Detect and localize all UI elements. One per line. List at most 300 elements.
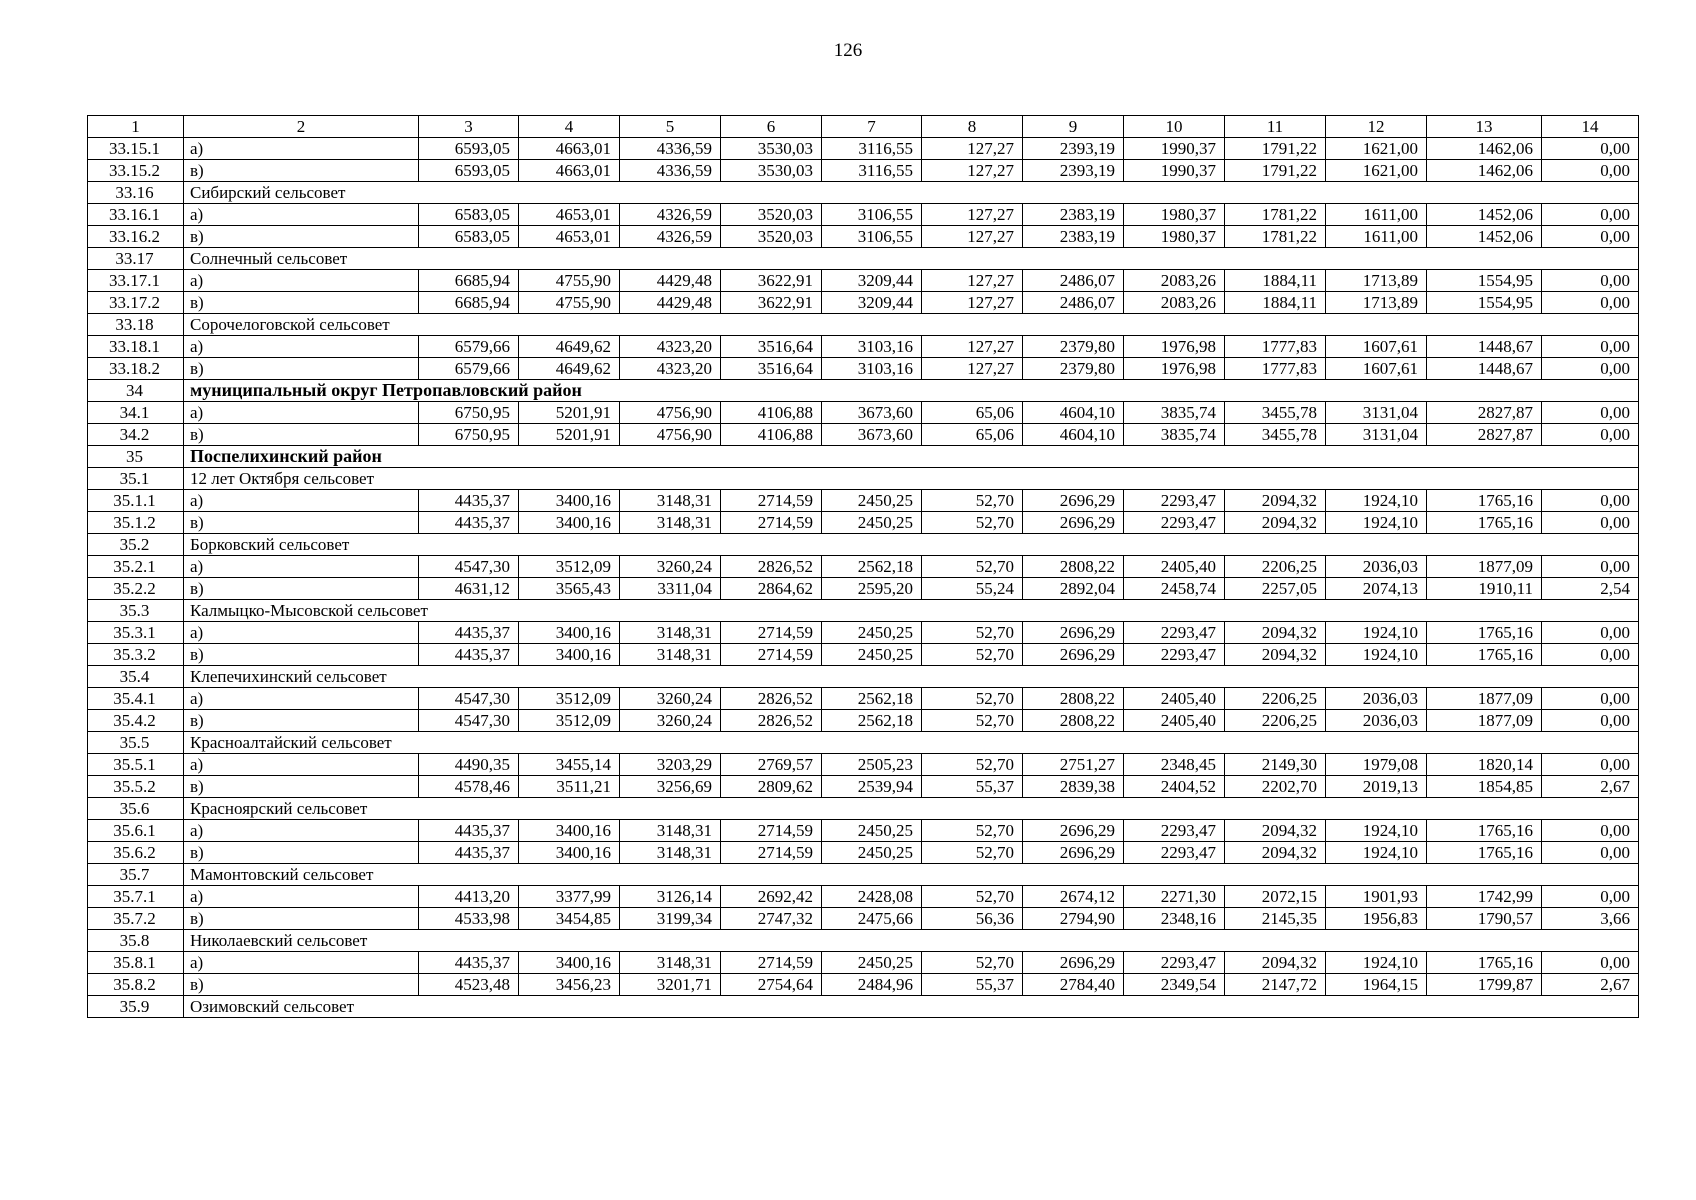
row-number: 35.8 bbox=[88, 930, 184, 952]
value-cell: 0,00 bbox=[1542, 710, 1639, 732]
territory-name: Мамонтовский сельсовет bbox=[184, 864, 1639, 886]
value-cell: 1611,00 bbox=[1326, 204, 1427, 226]
value-cell: 6579,66 bbox=[419, 358, 519, 380]
value-cell: 3148,31 bbox=[620, 644, 721, 666]
value-cell: 2826,52 bbox=[721, 556, 822, 578]
value-cell: 2714,59 bbox=[721, 490, 822, 512]
value-cell: 2271,30 bbox=[1124, 886, 1225, 908]
value-cell: 6579,66 bbox=[419, 336, 519, 358]
value-cell: 3835,74 bbox=[1124, 424, 1225, 446]
value-cell: 2036,03 bbox=[1326, 710, 1427, 732]
row-number: 33.15.1 bbox=[88, 138, 184, 160]
row-number: 34 bbox=[88, 380, 184, 402]
value-cell: 4429,48 bbox=[620, 292, 721, 314]
value-cell: 3209,44 bbox=[822, 270, 922, 292]
value-cell: 4435,37 bbox=[419, 644, 519, 666]
table-row bbox=[88, 820, 1639, 842]
value-cell: 4336,59 bbox=[620, 160, 721, 182]
value-cell: 2505,23 bbox=[822, 754, 922, 776]
row-number: 35.4.1 bbox=[88, 688, 184, 710]
value-cell: 2348,16 bbox=[1124, 908, 1225, 930]
row-label: в) bbox=[184, 424, 419, 446]
value-cell: 5201,91 bbox=[519, 402, 620, 424]
value-cell: 3103,16 bbox=[822, 358, 922, 380]
value-cell: 1990,37 bbox=[1124, 160, 1225, 182]
value-cell: 3516,64 bbox=[721, 336, 822, 358]
row-number: 33.18.2 bbox=[88, 358, 184, 380]
value-cell: 2072,15 bbox=[1225, 886, 1326, 908]
value-cell: 3131,04 bbox=[1326, 424, 1427, 446]
value-cell: 1765,16 bbox=[1427, 490, 1542, 512]
territory-name: 12 лет Октября сельсовет bbox=[184, 468, 1639, 490]
row-label: в) bbox=[184, 578, 419, 600]
column-header: 4 bbox=[519, 116, 620, 138]
row-label: в) bbox=[184, 710, 419, 732]
value-cell: 1924,10 bbox=[1326, 952, 1427, 974]
value-cell: 3260,24 bbox=[620, 710, 721, 732]
value-cell: 2349,54 bbox=[1124, 974, 1225, 996]
value-cell: 0,00 bbox=[1542, 952, 1639, 974]
value-cell: 1956,83 bbox=[1326, 908, 1427, 930]
row-label: а) bbox=[184, 556, 419, 578]
value-cell: 6593,05 bbox=[419, 160, 519, 182]
value-cell: 3455,14 bbox=[519, 754, 620, 776]
value-cell: 52,70 bbox=[922, 820, 1023, 842]
row-number: 35.5 bbox=[88, 732, 184, 754]
value-cell: 3400,16 bbox=[519, 842, 620, 864]
value-cell: 2809,62 bbox=[721, 776, 822, 798]
value-cell: 3201,71 bbox=[620, 974, 721, 996]
value-cell: 1554,95 bbox=[1427, 270, 1542, 292]
value-cell: 65,06 bbox=[922, 424, 1023, 446]
value-cell: 2149,30 bbox=[1225, 754, 1326, 776]
column-header: 3 bbox=[419, 116, 519, 138]
value-cell: 2595,20 bbox=[822, 578, 922, 600]
value-cell: 0,00 bbox=[1542, 556, 1639, 578]
value-cell: 55,37 bbox=[922, 776, 1023, 798]
value-cell: 2714,59 bbox=[721, 820, 822, 842]
value-cell: 3455,78 bbox=[1225, 424, 1326, 446]
section-row bbox=[88, 446, 1639, 468]
value-cell: 2458,74 bbox=[1124, 578, 1225, 600]
value-cell: 2,54 bbox=[1542, 578, 1639, 600]
value-cell: 3106,55 bbox=[822, 226, 922, 248]
value-cell: 6593,05 bbox=[419, 138, 519, 160]
value-cell: 127,27 bbox=[922, 226, 1023, 248]
territory-name: Клепечихинский сельсовет bbox=[184, 666, 1639, 688]
value-cell: 2379,80 bbox=[1023, 358, 1124, 380]
value-cell: 1979,08 bbox=[1326, 754, 1427, 776]
value-cell: 3148,31 bbox=[620, 512, 721, 534]
value-cell: 2094,32 bbox=[1225, 952, 1326, 974]
value-cell: 2450,25 bbox=[822, 842, 922, 864]
value-cell: 2206,25 bbox=[1225, 556, 1326, 578]
value-cell: 1854,85 bbox=[1427, 776, 1542, 798]
value-cell: 4756,90 bbox=[620, 424, 721, 446]
value-cell: 3622,91 bbox=[721, 292, 822, 314]
row-number: 35.7.2 bbox=[88, 908, 184, 930]
value-cell: 4435,37 bbox=[419, 952, 519, 974]
value-cell: 4336,59 bbox=[620, 138, 721, 160]
value-cell: 52,70 bbox=[922, 842, 1023, 864]
value-cell: 2539,94 bbox=[822, 776, 922, 798]
value-cell: 2484,96 bbox=[822, 974, 922, 996]
row-number: 35.4.2 bbox=[88, 710, 184, 732]
value-cell: 2094,32 bbox=[1225, 490, 1326, 512]
value-cell: 2714,59 bbox=[721, 842, 822, 864]
value-cell: 2826,52 bbox=[721, 688, 822, 710]
table-row bbox=[88, 578, 1639, 600]
value-cell: 3673,60 bbox=[822, 424, 922, 446]
value-cell: 52,70 bbox=[922, 644, 1023, 666]
value-cell: 1790,57 bbox=[1427, 908, 1542, 930]
value-cell: 4413,20 bbox=[419, 886, 519, 908]
value-cell: 2754,64 bbox=[721, 974, 822, 996]
table-row bbox=[88, 226, 1639, 248]
value-cell: 3622,91 bbox=[721, 270, 822, 292]
value-cell: 1777,83 bbox=[1225, 336, 1326, 358]
value-cell: 2036,03 bbox=[1326, 688, 1427, 710]
group-row bbox=[88, 600, 1639, 622]
value-cell: 2404,52 bbox=[1124, 776, 1225, 798]
row-number: 35 bbox=[88, 446, 184, 468]
value-cell: 2696,29 bbox=[1023, 820, 1124, 842]
row-label: а) bbox=[184, 336, 419, 358]
row-label: а) bbox=[184, 886, 419, 908]
value-cell: 4435,37 bbox=[419, 490, 519, 512]
value-cell: 1791,22 bbox=[1225, 138, 1326, 160]
value-cell: 3260,24 bbox=[620, 688, 721, 710]
value-cell: 0,00 bbox=[1542, 138, 1639, 160]
value-cell: 1765,16 bbox=[1427, 644, 1542, 666]
row-number: 35.8.1 bbox=[88, 952, 184, 974]
row-label: в) bbox=[184, 776, 419, 798]
value-cell: 4323,20 bbox=[620, 358, 721, 380]
value-cell: 1964,15 bbox=[1326, 974, 1427, 996]
value-cell: 55,24 bbox=[922, 578, 1023, 600]
value-cell: 52,70 bbox=[922, 688, 1023, 710]
value-cell: 3400,16 bbox=[519, 644, 620, 666]
row-number: 35.1.1 bbox=[88, 490, 184, 512]
row-number: 35.1.2 bbox=[88, 512, 184, 534]
value-cell: 6583,05 bbox=[419, 226, 519, 248]
value-cell: 3148,31 bbox=[620, 820, 721, 842]
value-cell: 2714,59 bbox=[721, 622, 822, 644]
value-cell: 2450,25 bbox=[822, 622, 922, 644]
territory-name: Солнечный сельсовет bbox=[184, 248, 1639, 270]
value-cell: 127,27 bbox=[922, 358, 1023, 380]
value-cell: 4653,01 bbox=[519, 226, 620, 248]
value-cell: 56,36 bbox=[922, 908, 1023, 930]
row-label: в) bbox=[184, 974, 419, 996]
value-cell: 4523,48 bbox=[419, 974, 519, 996]
value-cell: 4106,88 bbox=[721, 402, 822, 424]
value-cell: 1765,16 bbox=[1427, 952, 1542, 974]
value-cell: 1462,06 bbox=[1427, 138, 1542, 160]
value-cell: 2293,47 bbox=[1124, 842, 1225, 864]
value-cell: 2094,32 bbox=[1225, 512, 1326, 534]
row-label: в) bbox=[184, 226, 419, 248]
value-cell: 4435,37 bbox=[419, 820, 519, 842]
value-cell: 2562,18 bbox=[822, 556, 922, 578]
value-cell: 4326,59 bbox=[620, 226, 721, 248]
row-number: 35.7.1 bbox=[88, 886, 184, 908]
value-cell: 2827,87 bbox=[1427, 402, 1542, 424]
value-cell: 1462,06 bbox=[1427, 160, 1542, 182]
row-label: в) bbox=[184, 644, 419, 666]
value-cell: 4435,37 bbox=[419, 512, 519, 534]
value-cell: 2747,32 bbox=[721, 908, 822, 930]
value-cell: 4663,01 bbox=[519, 138, 620, 160]
value-cell: 1448,67 bbox=[1427, 336, 1542, 358]
table-row bbox=[88, 138, 1639, 160]
value-cell: 4533,98 bbox=[419, 908, 519, 930]
value-cell: 3148,31 bbox=[620, 842, 721, 864]
value-cell: 2145,35 bbox=[1225, 908, 1326, 930]
row-number: 35.3.1 bbox=[88, 622, 184, 644]
value-cell: 127,27 bbox=[922, 336, 1023, 358]
value-cell: 1781,22 bbox=[1225, 204, 1326, 226]
value-cell: 2562,18 bbox=[822, 688, 922, 710]
value-cell: 2,67 bbox=[1542, 974, 1639, 996]
value-cell: 2450,25 bbox=[822, 644, 922, 666]
value-cell: 2696,29 bbox=[1023, 622, 1124, 644]
value-cell: 1621,00 bbox=[1326, 138, 1427, 160]
value-cell: 2206,25 bbox=[1225, 710, 1326, 732]
value-cell: 127,27 bbox=[922, 138, 1023, 160]
value-cell: 4604,10 bbox=[1023, 402, 1124, 424]
table-row bbox=[88, 776, 1639, 798]
table-row bbox=[88, 490, 1639, 512]
value-cell: 4631,12 bbox=[419, 578, 519, 600]
value-cell: 2348,45 bbox=[1124, 754, 1225, 776]
value-cell: 3256,69 bbox=[620, 776, 721, 798]
value-cell: 127,27 bbox=[922, 292, 1023, 314]
value-cell: 1452,06 bbox=[1427, 204, 1542, 226]
value-cell: 1607,61 bbox=[1326, 358, 1427, 380]
group-row bbox=[88, 314, 1639, 336]
value-cell: 1884,11 bbox=[1225, 270, 1326, 292]
value-cell: 3106,55 bbox=[822, 204, 922, 226]
row-label: в) bbox=[184, 358, 419, 380]
group-row bbox=[88, 930, 1639, 952]
value-cell: 3116,55 bbox=[822, 138, 922, 160]
value-cell: 2293,47 bbox=[1124, 490, 1225, 512]
value-cell: 3103,16 bbox=[822, 336, 922, 358]
value-cell: 2293,47 bbox=[1124, 820, 1225, 842]
value-cell: 0,00 bbox=[1542, 754, 1639, 776]
value-cell: 3512,09 bbox=[519, 556, 620, 578]
value-cell: 52,70 bbox=[922, 754, 1023, 776]
row-label: в) bbox=[184, 512, 419, 534]
value-cell: 4604,10 bbox=[1023, 424, 1124, 446]
column-header: 12 bbox=[1326, 116, 1427, 138]
value-cell: 52,70 bbox=[922, 512, 1023, 534]
value-cell: 2094,32 bbox=[1225, 644, 1326, 666]
column-header: 8 bbox=[922, 116, 1023, 138]
table-header bbox=[88, 116, 1639, 138]
value-cell: 2094,32 bbox=[1225, 842, 1326, 864]
value-cell: 0,00 bbox=[1542, 622, 1639, 644]
value-cell: 3520,03 bbox=[721, 204, 822, 226]
column-header: 13 bbox=[1427, 116, 1542, 138]
value-cell: 3565,43 bbox=[519, 578, 620, 600]
value-cell: 2405,40 bbox=[1124, 710, 1225, 732]
row-label: а) bbox=[184, 490, 419, 512]
value-cell: 2696,29 bbox=[1023, 644, 1124, 666]
row-number: 35.2.1 bbox=[88, 556, 184, 578]
value-cell: 1742,99 bbox=[1427, 886, 1542, 908]
value-cell: 1980,37 bbox=[1124, 226, 1225, 248]
value-cell: 52,70 bbox=[922, 490, 1023, 512]
row-number: 33.16.2 bbox=[88, 226, 184, 248]
value-cell: 3835,74 bbox=[1124, 402, 1225, 424]
value-cell: 1777,83 bbox=[1225, 358, 1326, 380]
value-cell: 3199,34 bbox=[620, 908, 721, 930]
value-cell: 1976,98 bbox=[1124, 336, 1225, 358]
value-cell: 1448,67 bbox=[1427, 358, 1542, 380]
value-cell: 2475,66 bbox=[822, 908, 922, 930]
table-row bbox=[88, 358, 1639, 380]
value-cell: 3400,16 bbox=[519, 820, 620, 842]
value-cell: 2450,25 bbox=[822, 512, 922, 534]
value-cell: 3530,03 bbox=[721, 160, 822, 182]
table-row bbox=[88, 952, 1639, 974]
group-row bbox=[88, 182, 1639, 204]
row-number: 35.3.2 bbox=[88, 644, 184, 666]
value-cell: 2562,18 bbox=[822, 710, 922, 732]
value-cell: 1877,09 bbox=[1427, 688, 1542, 710]
group-row bbox=[88, 732, 1639, 754]
value-cell: 52,70 bbox=[922, 952, 1023, 974]
territory-name: Озимовский сельсовет bbox=[184, 996, 1639, 1018]
value-cell: 2393,19 bbox=[1023, 138, 1124, 160]
group-row bbox=[88, 248, 1639, 270]
value-cell: 2405,40 bbox=[1124, 688, 1225, 710]
value-cell: 1713,89 bbox=[1326, 292, 1427, 314]
value-cell: 2405,40 bbox=[1124, 556, 1225, 578]
value-cell: 3400,16 bbox=[519, 622, 620, 644]
value-cell: 3520,03 bbox=[721, 226, 822, 248]
value-cell: 1901,93 bbox=[1326, 886, 1427, 908]
value-cell: 3148,31 bbox=[620, 622, 721, 644]
value-cell: 3400,16 bbox=[519, 952, 620, 974]
value-cell: 1980,37 bbox=[1124, 204, 1225, 226]
territory-name: Калмыцко-Мысовской сельсовет bbox=[184, 600, 1639, 622]
value-cell: 52,70 bbox=[922, 886, 1023, 908]
row-number: 35.6 bbox=[88, 798, 184, 820]
group-row bbox=[88, 798, 1639, 820]
column-header: 9 bbox=[1023, 116, 1124, 138]
value-cell: 2674,12 bbox=[1023, 886, 1124, 908]
value-cell: 2083,26 bbox=[1124, 270, 1225, 292]
value-cell: 1877,09 bbox=[1427, 556, 1542, 578]
table-row bbox=[88, 622, 1639, 644]
territory-name: муниципальный округ Петропавловский район bbox=[184, 380, 1639, 402]
value-cell: 4756,90 bbox=[620, 402, 721, 424]
value-cell: 2206,25 bbox=[1225, 688, 1326, 710]
value-cell: 2450,25 bbox=[822, 490, 922, 512]
value-cell: 2714,59 bbox=[721, 644, 822, 666]
value-cell: 4326,59 bbox=[620, 204, 721, 226]
table-row bbox=[88, 512, 1639, 534]
value-cell: 127,27 bbox=[922, 270, 1023, 292]
value-cell: 2393,19 bbox=[1023, 160, 1124, 182]
value-cell: 2094,32 bbox=[1225, 820, 1326, 842]
value-cell: 2696,29 bbox=[1023, 842, 1124, 864]
row-number: 35.5.2 bbox=[88, 776, 184, 798]
group-row bbox=[88, 996, 1639, 1018]
value-cell: 2696,29 bbox=[1023, 952, 1124, 974]
value-cell: 3400,16 bbox=[519, 490, 620, 512]
value-cell: 1791,22 bbox=[1225, 160, 1326, 182]
value-cell: 4547,30 bbox=[419, 688, 519, 710]
value-cell: 2486,07 bbox=[1023, 292, 1124, 314]
value-cell: 6685,94 bbox=[419, 292, 519, 314]
row-label: а) bbox=[184, 270, 419, 292]
value-cell: 2202,70 bbox=[1225, 776, 1326, 798]
territory-name: Борковский сельсовет bbox=[184, 534, 1639, 556]
territory-name: Поспелихинский район bbox=[184, 446, 1639, 468]
value-cell: 3126,14 bbox=[620, 886, 721, 908]
territory-name: Красноярский сельсовет bbox=[184, 798, 1639, 820]
value-cell: 2428,08 bbox=[822, 886, 922, 908]
value-cell: 0,00 bbox=[1542, 644, 1639, 666]
value-cell: 0,00 bbox=[1542, 204, 1639, 226]
row-number: 33.17 bbox=[88, 248, 184, 270]
value-cell: 2074,13 bbox=[1326, 578, 1427, 600]
page-number: 126 bbox=[833, 40, 863, 61]
value-cell: 2486,07 bbox=[1023, 270, 1124, 292]
table-row bbox=[88, 886, 1639, 908]
value-cell: 2450,25 bbox=[822, 952, 922, 974]
value-cell: 2692,42 bbox=[721, 886, 822, 908]
column-header: 7 bbox=[822, 116, 922, 138]
value-cell: 2808,22 bbox=[1023, 556, 1124, 578]
value-cell: 3260,24 bbox=[620, 556, 721, 578]
value-cell: 52,70 bbox=[922, 556, 1023, 578]
value-cell: 3530,03 bbox=[721, 138, 822, 160]
group-row bbox=[88, 666, 1639, 688]
row-number: 35.9 bbox=[88, 996, 184, 1018]
row-number: 34.1 bbox=[88, 402, 184, 424]
row-label: а) bbox=[184, 754, 419, 776]
value-cell: 3400,16 bbox=[519, 512, 620, 534]
table-row bbox=[88, 710, 1639, 732]
value-cell: 2826,52 bbox=[721, 710, 822, 732]
row-number: 34.2 bbox=[88, 424, 184, 446]
territory-name: Сибирский сельсовет bbox=[184, 182, 1639, 204]
value-cell: 2293,47 bbox=[1124, 952, 1225, 974]
value-cell: 3455,78 bbox=[1225, 402, 1326, 424]
value-cell: 5201,91 bbox=[519, 424, 620, 446]
table-row bbox=[88, 908, 1639, 930]
value-cell: 0,00 bbox=[1542, 292, 1639, 314]
row-label: в) bbox=[184, 842, 419, 864]
table-row bbox=[88, 754, 1639, 776]
column-header: 14 bbox=[1542, 116, 1639, 138]
value-cell: 4649,62 bbox=[519, 358, 620, 380]
value-cell: 2839,38 bbox=[1023, 776, 1124, 798]
value-cell: 0,00 bbox=[1542, 402, 1639, 424]
value-cell: 2892,04 bbox=[1023, 578, 1124, 600]
value-cell: 2036,03 bbox=[1326, 556, 1427, 578]
value-cell: 2784,40 bbox=[1023, 974, 1124, 996]
value-cell: 1990,37 bbox=[1124, 138, 1225, 160]
value-cell: 0,00 bbox=[1542, 688, 1639, 710]
value-cell: 4663,01 bbox=[519, 160, 620, 182]
table-row bbox=[88, 842, 1639, 864]
